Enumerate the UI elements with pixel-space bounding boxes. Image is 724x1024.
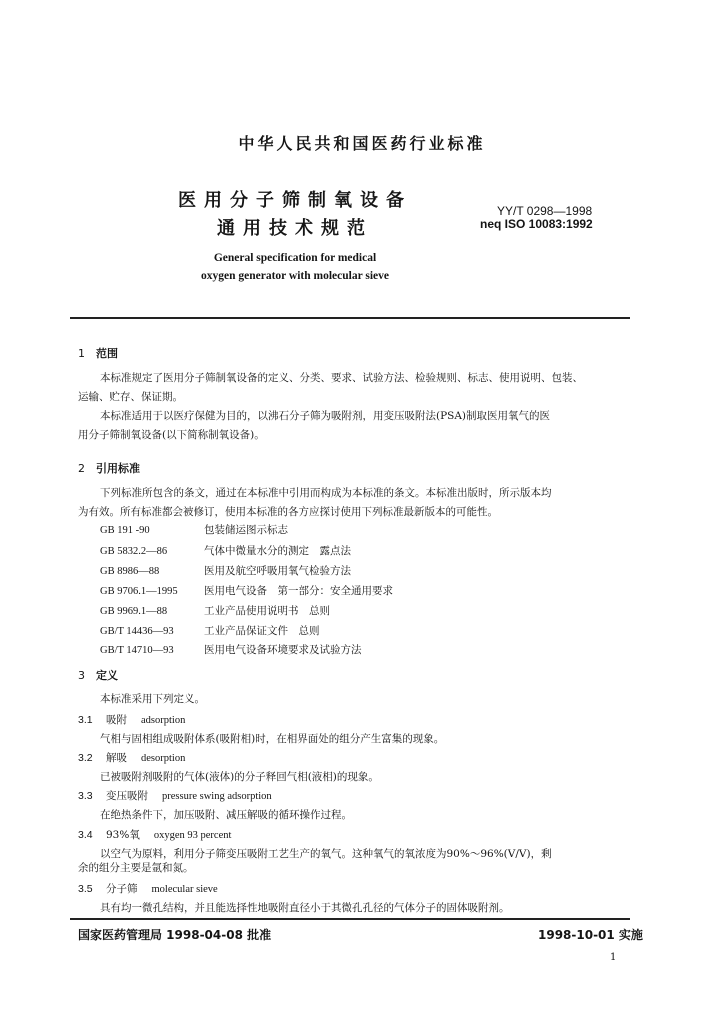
- term-en: desorption: [141, 753, 186, 764]
- term-definition: 具有均一微孔结构，并且能选择性地吸附直径小于其微孔孔径的气体分子的固体吸附剂。: [100, 902, 510, 914]
- term-zh: 分子筛: [106, 883, 138, 895]
- reference-name: 工业产品保证文件 总则: [204, 625, 320, 637]
- reference-code: GB 8986—88: [100, 566, 160, 577]
- reference-code: GB 9706.1—1995: [100, 586, 178, 597]
- title-en-line2: oxygen generator with molecular sieve: [200, 270, 389, 282]
- term-en: adsorption: [141, 715, 186, 726]
- term-heading: [78, 827, 231, 842]
- implementation-date: 1998-10-01 实施: [538, 928, 643, 942]
- term-en: pressure swing adsorption: [162, 791, 272, 802]
- term-definition: 在绝热条件下，加压吸附、减压解吸的循环操作过程。: [100, 809, 352, 821]
- reference-item: [100, 563, 351, 578]
- reference-item: [100, 543, 351, 558]
- section-1-para-2: [78, 407, 634, 445]
- section-3-heading: [78, 667, 118, 683]
- text-line: 用分子筛制氧设备(以下简称制氧设备)。: [78, 429, 265, 441]
- term-number: 3.3: [78, 790, 93, 802]
- term-number: 3.5: [78, 883, 93, 895]
- equivalence-note: neq ISO 10083:1992: [480, 217, 593, 231]
- reference-item: [100, 642, 362, 657]
- text-line: 运输、贮存、保证期。: [78, 391, 183, 403]
- term-heading: [78, 750, 185, 765]
- reference-item: [100, 623, 320, 638]
- reference-item: [100, 522, 288, 537]
- text-line: 为有效。所有标准都会被修订，使用本标准的各方应探讨使用下列标准最新版本的可能性。: [78, 506, 498, 518]
- section-title: 定义: [96, 669, 118, 682]
- text-line: 本标准规定了医用分子筛制氧设备的定义、分类、要求、试验方法、检验规则、标志、使用说明、包装、: [100, 372, 583, 384]
- title-zh-line2: 通用技术规范: [217, 218, 373, 239]
- term-definition: 已被吸附剂吸附的气体(液体)的分子释回气相(液相)的现象。: [100, 771, 379, 783]
- section-number: 2: [78, 462, 85, 475]
- reference-name: 工业产品使用说明书 总则: [204, 605, 330, 617]
- reference-code: GB 5832.2—86: [100, 546, 168, 557]
- approval-line: 国家医药管理局 1998-04-08 批准: [78, 928, 272, 942]
- term-number: 3.1: [78, 714, 93, 726]
- term-heading: [78, 881, 218, 896]
- header-divider: [70, 317, 630, 319]
- term-number: 3.2: [78, 752, 93, 764]
- section-2-heading: [78, 460, 140, 476]
- title-zh-line1: 医用分子筛制氧设备: [178, 190, 412, 211]
- text-line: 下列标准所包含的条文，通过在本标准中引用而构成为本标准的条文。本标准出版时，所示版本均: [100, 487, 552, 499]
- term-definition-continued: 余的组分主要是氩和氮。: [78, 862, 194, 874]
- reference-name: 包装储运图示标志: [204, 524, 288, 536]
- term-en: molecular sieve: [151, 884, 218, 895]
- reference-code: GB/T 14436—93: [100, 626, 174, 637]
- section-1-para-1: [78, 369, 634, 407]
- term-en: oxygen 93 percent: [153, 830, 232, 841]
- section-title: 范围: [96, 347, 118, 360]
- reference-name: 医用及航空呼吸用氧气检验方法: [204, 565, 351, 577]
- term-heading: [78, 788, 272, 803]
- issuing-standard-type: 中华人民共和国医药行业标准: [238, 134, 486, 153]
- term-zh: 93%氧: [106, 829, 140, 841]
- footer-divider: [70, 918, 630, 920]
- section-number: 1: [78, 347, 85, 360]
- reference-name: 气体中微量水分的测定 露点法: [204, 545, 351, 557]
- term-definition: 以空气为原料，利用分子筛变压吸附工艺生产的氧气。这种氧气的氧浓度为90%～96%(V/V)，剩: [100, 848, 552, 860]
- reference-item: [100, 583, 393, 598]
- section-number: 3: [78, 669, 85, 682]
- section-1-heading: [78, 345, 118, 361]
- section-2-para-1: [78, 484, 634, 522]
- text-line: 本标准适用于以医疗保健为目的，以沸石分子筛为吸附剂，用变压吸附法(PSA)制取医用氧气的医: [100, 410, 551, 422]
- reference-name: 医用电气设备环境要求及试验方法: [204, 644, 362, 656]
- reference-name: 医用电气设备 第一部分：安全通用要求: [204, 585, 393, 597]
- term-zh: 解吸: [106, 752, 127, 764]
- section-title: 引用标准: [96, 462, 140, 475]
- reference-item: [100, 603, 330, 618]
- reference-code: GB 9969.1—88: [100, 606, 168, 617]
- reference-code: GB 191 -90: [100, 525, 150, 536]
- section-3-intro: 本标准采用下列定义。: [100, 693, 205, 705]
- page-number: 1: [610, 952, 617, 963]
- term-zh: 吸附: [106, 714, 127, 726]
- standard-number: YY/T 0298—1998: [497, 204, 593, 218]
- term-number: 3.4: [78, 829, 93, 841]
- term-heading: [78, 712, 185, 727]
- term-zh: 变压吸附: [106, 790, 148, 802]
- reference-code: GB/T 14710—93: [100, 645, 174, 656]
- title-en-line1: General specification for medical: [213, 252, 377, 264]
- term-definition: 气相与固相组成吸附体系(吸附相)时，在相界面处的组分产生富集的现象。: [100, 733, 445, 745]
